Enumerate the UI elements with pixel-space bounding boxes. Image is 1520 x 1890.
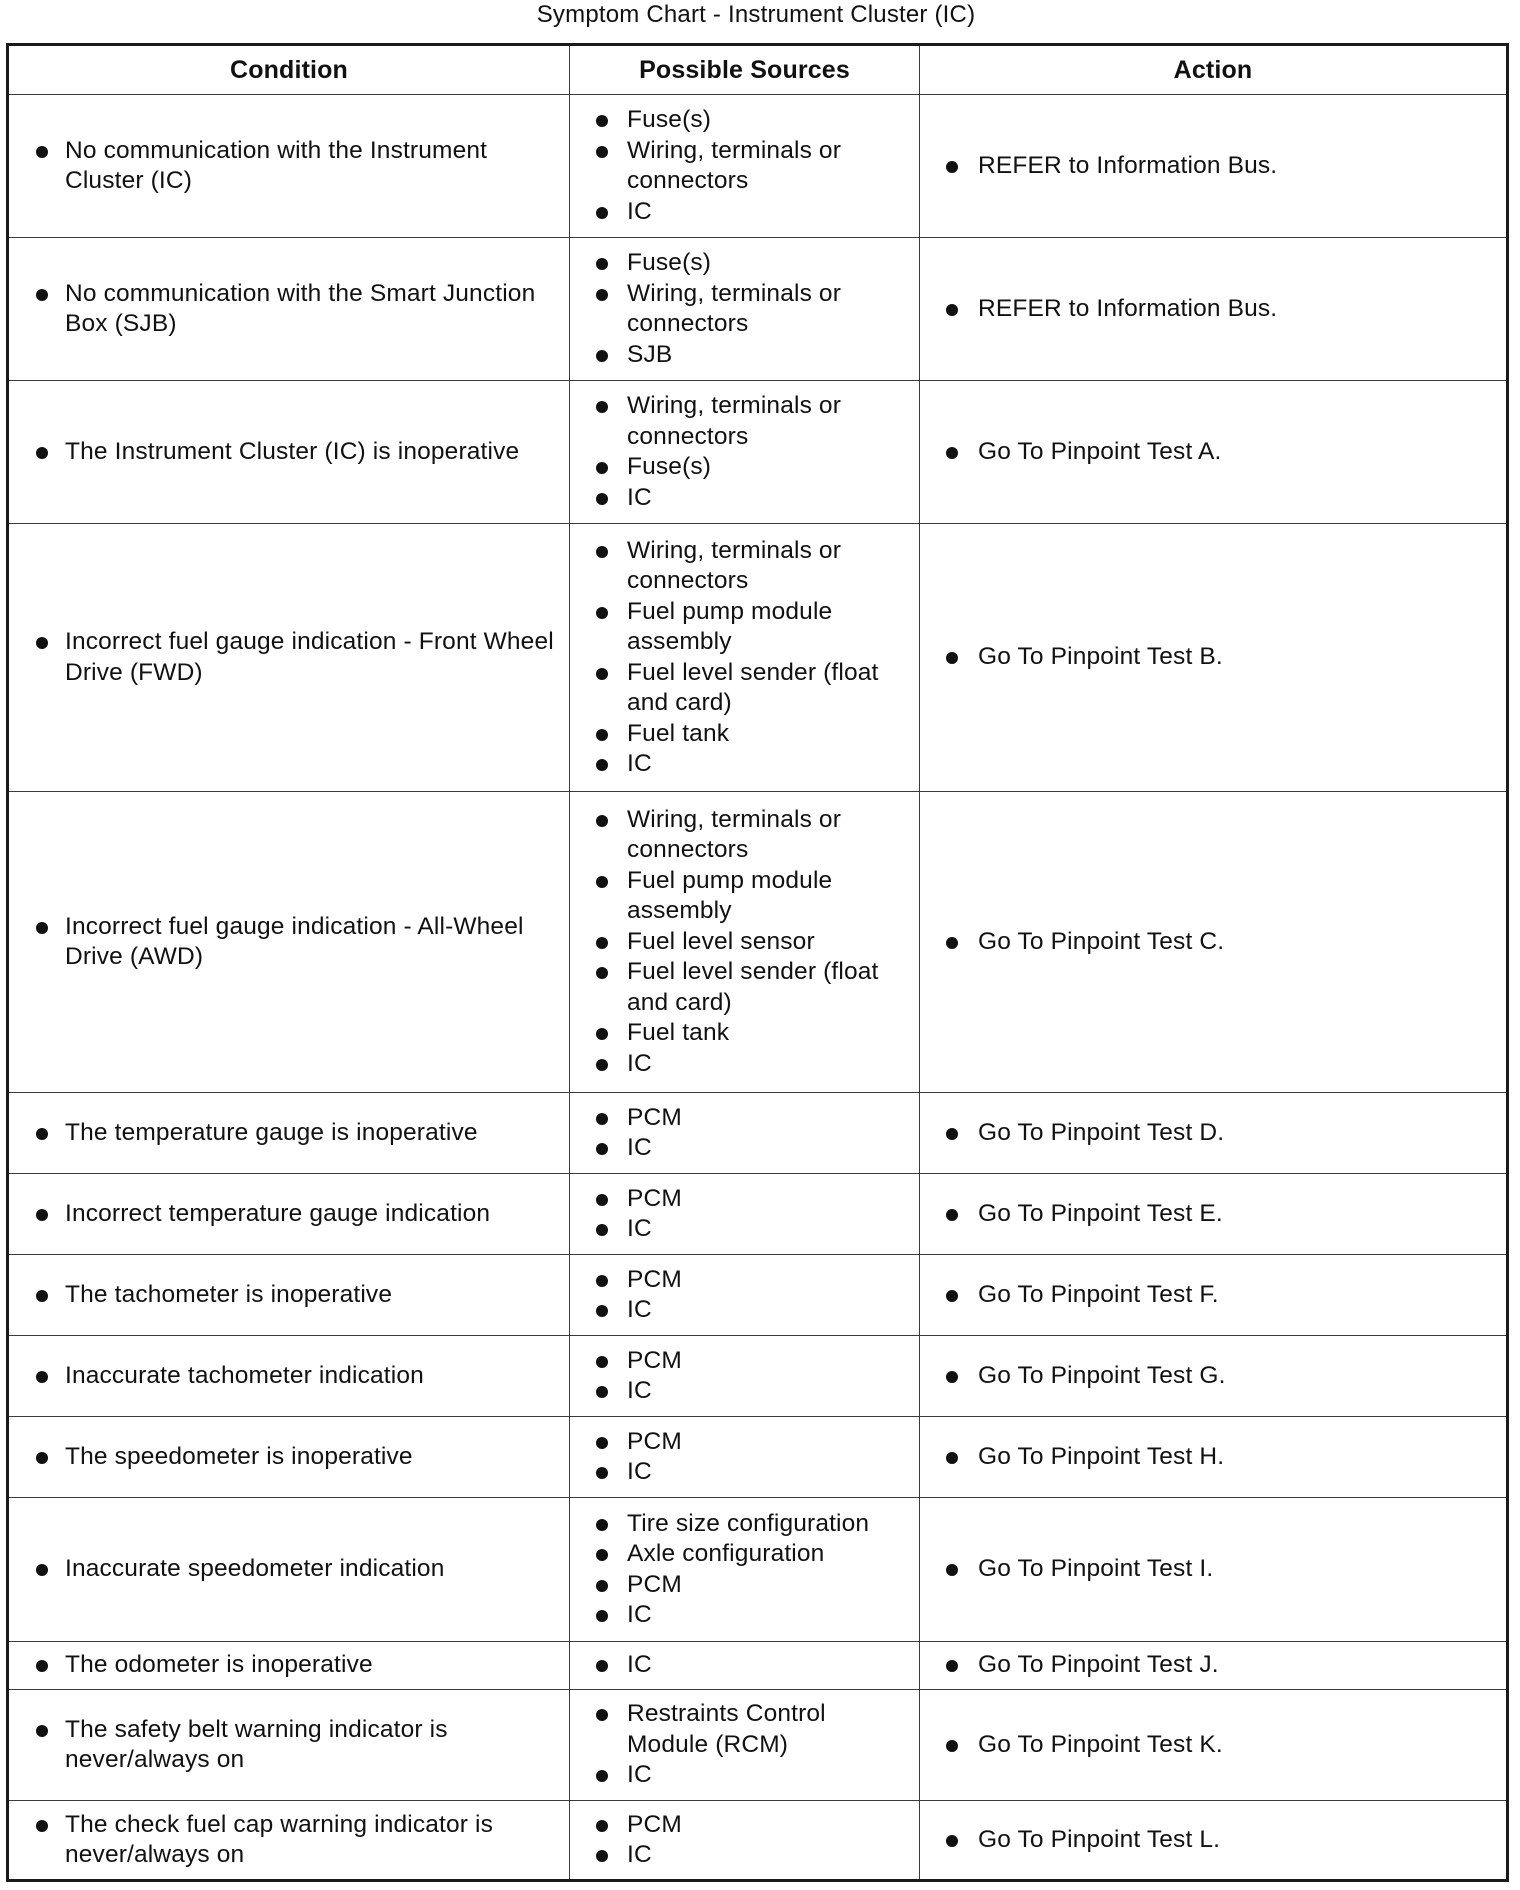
source-item: IC xyxy=(570,749,919,780)
action-cell xyxy=(920,95,1508,238)
condition-text: The safety belt warning indicator is never/always on xyxy=(9,1715,569,1776)
source-item: IC xyxy=(570,483,919,514)
table-row xyxy=(8,1498,1508,1642)
source-item: Fuse(s) xyxy=(570,105,919,136)
condition-list xyxy=(9,1199,569,1230)
action-cell xyxy=(920,1336,1508,1417)
condition-cell xyxy=(8,1336,570,1417)
possible-sources-cell xyxy=(570,524,920,792)
action-text: Go To Pinpoint Test J. xyxy=(920,1650,1506,1681)
condition-cell xyxy=(8,238,570,381)
source-item: IC xyxy=(570,1214,919,1245)
source-item: IC xyxy=(570,1295,919,1326)
condition-text: No communication with the Smart Junction Box (SJB) xyxy=(9,279,569,340)
source-item: PCM xyxy=(570,1427,919,1458)
condition-list xyxy=(9,437,569,468)
condition-text: Inaccurate speedometer indication xyxy=(9,1554,569,1585)
action-cell xyxy=(920,1690,1508,1801)
condition-cell xyxy=(8,1255,570,1336)
possible-sources-cell xyxy=(570,1174,920,1255)
condition-text: Incorrect temperature gauge indication xyxy=(9,1199,569,1230)
symptom-table xyxy=(6,43,1509,1882)
source-item: Restraints Control Module (RCM) xyxy=(570,1699,919,1760)
source-item: Fuel level sensor xyxy=(570,927,919,958)
possible-sources-cell xyxy=(570,1642,920,1690)
possible-sources-cell xyxy=(570,1417,920,1498)
sources-list xyxy=(570,1427,919,1488)
possible-sources-cell xyxy=(570,792,920,1093)
table-row xyxy=(8,1093,1508,1174)
source-item: PCM xyxy=(570,1103,919,1134)
sources-list xyxy=(570,1509,919,1631)
possible-sources-cell xyxy=(570,238,920,381)
action-cell xyxy=(920,238,1508,381)
condition-text: Incorrect fuel gauge indication - Front Wheel Drive (FWD) xyxy=(9,627,569,688)
source-item: Wiring, terminals or connectors xyxy=(570,136,919,197)
condition-list xyxy=(9,1280,569,1311)
condition-text: The check fuel cap warning indicator is never/always on xyxy=(9,1810,569,1871)
possible-sources-cell xyxy=(570,381,920,524)
possible-sources-cell xyxy=(570,95,920,238)
source-item: Wiring, terminals or connectors xyxy=(570,391,919,452)
action-cell xyxy=(920,1801,1508,1881)
condition-list xyxy=(9,627,569,688)
action-text: Go To Pinpoint Test F. xyxy=(920,1280,1506,1311)
table-body xyxy=(8,95,1508,1881)
sources-list xyxy=(570,1650,919,1681)
table-row xyxy=(8,1174,1508,1255)
sources-list xyxy=(570,1346,919,1407)
table-row xyxy=(8,1336,1508,1417)
possible-sources-cell xyxy=(570,1255,920,1336)
source-item: PCM xyxy=(570,1570,919,1601)
source-item: Fuel level sender (float and card) xyxy=(570,957,919,1018)
action-cell xyxy=(920,1174,1508,1255)
possible-sources-cell xyxy=(570,1690,920,1801)
action-list xyxy=(920,642,1506,673)
condition-text: Inaccurate tachometer indication xyxy=(9,1361,569,1392)
action-list xyxy=(920,1280,1506,1311)
source-item: IC xyxy=(570,197,919,228)
condition-cell xyxy=(8,95,570,238)
action-text: Go To Pinpoint Test D. xyxy=(920,1118,1506,1149)
sources-list xyxy=(570,1699,919,1791)
action-list xyxy=(920,1554,1506,1585)
action-list xyxy=(920,1199,1506,1230)
source-item: Fuel level sender (float and card) xyxy=(570,658,919,719)
source-item: PCM xyxy=(570,1810,919,1841)
condition-list xyxy=(9,1810,569,1871)
condition-text: The temperature gauge is inoperative xyxy=(9,1118,569,1149)
condition-text: The speedometer is inoperative xyxy=(9,1442,569,1473)
action-list xyxy=(920,1730,1506,1761)
source-item: Axle configuration xyxy=(570,1539,919,1570)
condition-list xyxy=(9,136,569,197)
table-row xyxy=(8,1642,1508,1690)
condition-text: The odometer is inoperative xyxy=(9,1650,569,1681)
source-item: Fuel pump module assembly xyxy=(570,597,919,658)
source-item: IC xyxy=(570,1600,919,1631)
action-text: Go To Pinpoint Test I. xyxy=(920,1554,1506,1585)
source-item: IC xyxy=(570,1457,919,1488)
source-item: IC xyxy=(570,1133,919,1164)
source-item: PCM xyxy=(570,1346,919,1377)
source-item: SJB xyxy=(570,340,919,371)
possible-sources-cell xyxy=(570,1498,920,1642)
action-list xyxy=(920,1825,1506,1856)
condition-cell xyxy=(8,1417,570,1498)
action-text: REFER to Information Bus. xyxy=(920,151,1506,182)
source-item: Fuel tank xyxy=(570,1018,919,1049)
action-text: Go To Pinpoint Test G. xyxy=(920,1361,1506,1392)
column-header-action: Action xyxy=(920,45,1508,95)
condition-cell xyxy=(8,1498,570,1642)
table-row xyxy=(8,792,1508,1093)
action-text: Go To Pinpoint Test K. xyxy=(920,1730,1506,1761)
source-item: PCM xyxy=(570,1265,919,1296)
action-list xyxy=(920,1118,1506,1149)
action-cell xyxy=(920,792,1508,1093)
condition-cell xyxy=(8,792,570,1093)
source-item: IC xyxy=(570,1049,919,1080)
sources-list xyxy=(570,805,919,1080)
condition-cell xyxy=(8,1801,570,1881)
sources-list xyxy=(570,1810,919,1871)
condition-list xyxy=(9,912,569,973)
source-item: Fuel tank xyxy=(570,719,919,750)
action-text: Go To Pinpoint Test E. xyxy=(920,1199,1506,1230)
action-list xyxy=(920,1361,1506,1392)
sources-list xyxy=(570,105,919,227)
condition-list xyxy=(9,1442,569,1473)
page-title: Symptom Chart - Instrument Cluster (IC) xyxy=(536,1,976,28)
action-text: Go To Pinpoint Test H. xyxy=(920,1442,1506,1473)
condition-text: The Instrument Cluster (IC) is inoperative xyxy=(9,437,569,468)
condition-cell xyxy=(8,1093,570,1174)
action-list xyxy=(920,294,1506,325)
action-list xyxy=(920,1442,1506,1473)
action-cell xyxy=(920,524,1508,792)
action-cell xyxy=(920,381,1508,524)
condition-cell xyxy=(8,1690,570,1801)
condition-text: The tachometer is inoperative xyxy=(9,1280,569,1311)
action-list xyxy=(920,927,1506,958)
table-header-row xyxy=(8,45,1508,95)
sources-list xyxy=(570,536,919,780)
source-item: Fuse(s) xyxy=(570,452,919,483)
action-text: Go To Pinpoint Test L. xyxy=(920,1825,1506,1856)
table-row xyxy=(8,95,1508,238)
table-row xyxy=(8,1417,1508,1498)
column-header-condition: Condition xyxy=(8,45,570,95)
table-row xyxy=(8,1690,1508,1801)
source-item: IC xyxy=(570,1760,919,1791)
source-item: Tire size configuration xyxy=(570,1509,919,1540)
action-cell xyxy=(920,1642,1508,1690)
table-row xyxy=(8,381,1508,524)
column-header-possible-sources: Possible Sources xyxy=(570,45,920,95)
possible-sources-cell xyxy=(570,1336,920,1417)
action-cell xyxy=(920,1417,1508,1498)
condition-list xyxy=(9,1361,569,1392)
action-cell xyxy=(920,1255,1508,1336)
table-row xyxy=(8,524,1508,792)
source-item: Fuel pump module assembly xyxy=(570,866,919,927)
action-list xyxy=(920,1650,1506,1681)
sources-list xyxy=(570,391,919,513)
source-item: IC xyxy=(570,1840,919,1871)
condition-list xyxy=(9,279,569,340)
condition-list xyxy=(9,1715,569,1776)
condition-cell xyxy=(8,381,570,524)
source-item: Wiring, terminals or connectors xyxy=(570,536,919,597)
sources-list xyxy=(570,1184,919,1245)
source-item: PCM xyxy=(570,1184,919,1215)
condition-list xyxy=(9,1554,569,1585)
condition-list xyxy=(9,1118,569,1149)
condition-text: No communication with the Instrument Cluster (IC) xyxy=(9,136,569,197)
source-item: IC xyxy=(570,1376,919,1407)
action-text: Go To Pinpoint Test B. xyxy=(920,642,1506,673)
sources-list xyxy=(570,248,919,370)
action-list xyxy=(920,437,1506,468)
source-item: Wiring, terminals or connectors xyxy=(570,805,919,866)
action-text: REFER to Information Bus. xyxy=(920,294,1506,325)
table-row xyxy=(8,1801,1508,1881)
condition-cell xyxy=(8,524,570,792)
condition-cell xyxy=(8,1642,570,1690)
action-text: Go To Pinpoint Test C. xyxy=(920,927,1506,958)
condition-list xyxy=(9,1650,569,1681)
action-list xyxy=(920,151,1506,182)
possible-sources-cell xyxy=(570,1093,920,1174)
possible-sources-cell xyxy=(570,1801,920,1881)
source-item: Wiring, terminals or connectors xyxy=(570,279,919,340)
table-row xyxy=(8,1255,1508,1336)
table-row xyxy=(8,238,1508,381)
condition-cell xyxy=(8,1174,570,1255)
source-item: IC xyxy=(570,1650,919,1681)
sources-list xyxy=(570,1265,919,1326)
sources-list xyxy=(570,1103,919,1164)
condition-text: Incorrect fuel gauge indication - All-Wheel Drive (AWD) xyxy=(9,912,569,973)
source-item: Fuse(s) xyxy=(570,248,919,279)
action-text: Go To Pinpoint Test A. xyxy=(920,437,1506,468)
action-cell xyxy=(920,1093,1508,1174)
action-cell xyxy=(920,1498,1508,1642)
